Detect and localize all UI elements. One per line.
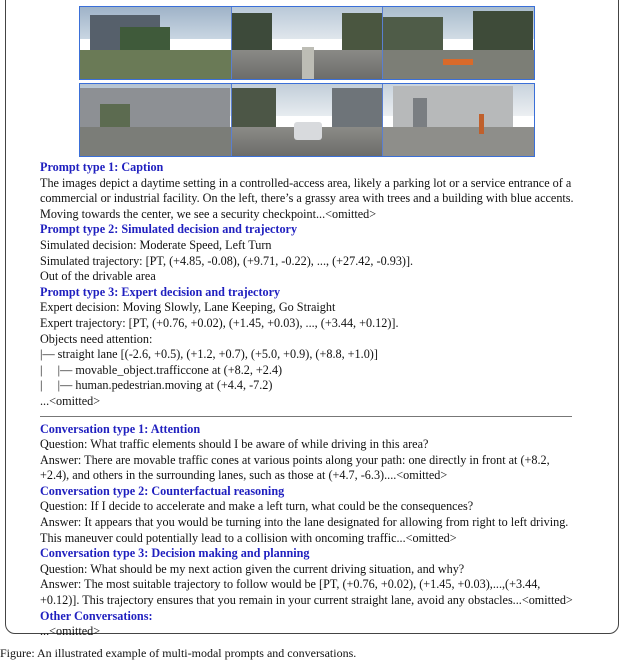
conversation-type-2-title: Conversation type 2: Counterfactual reasoning xyxy=(40,483,285,498)
conversation-line: +2.4), and others in the surrounding lanes, such as those at (+4.7, -6.3)....<omitted> xyxy=(40,468,448,483)
prompt-type-1-line: The images depict a daytime setting in a controlled-access area, likely a parking lot or a service entrance of a xyxy=(40,175,572,190)
camera-front-right xyxy=(383,7,534,79)
conversation-type-2 xyxy=(40,484,588,546)
section-divider xyxy=(40,416,572,417)
prompt-type-2-title: Prompt type 2: Simulated decision and trajectory xyxy=(40,222,298,237)
prompt-type-3-line: Expert trajectory: [PT, (+0.76, +0.02), (+1.45, +0.03), ..., (+3.44, +0.12)]. xyxy=(40,315,399,330)
camera-back xyxy=(232,84,384,156)
camera-back-left xyxy=(80,84,232,156)
prompt-type-1 xyxy=(40,160,588,222)
other-conversations-title: Other Conversations: xyxy=(40,608,153,623)
conversation-type-3 xyxy=(40,546,588,608)
prompt-type-3-line: Expert decision: Moving Slowly, Lane Keeping, Go Straight xyxy=(40,300,336,315)
prompt-type-1-title: Prompt type 1: Caption xyxy=(40,160,164,174)
prompt-type-3-line: | |— movable_object.trafficcone at (+8.2, +2.4) xyxy=(40,362,283,377)
prompt-type-3-line: Objects need attention: xyxy=(40,331,153,346)
prompt-type-2-line: Simulated trajectory: [PT, (+4.85, -0.08), (+9.71, -0.22), ..., (+27.42, -0.93)]. xyxy=(40,253,414,268)
conversation-line: Question: If I decide to accelerate and make a left turn, what could be the consequences? xyxy=(40,499,474,514)
prompt-type-1-line: Moving towards the center, we see a security checkpoint...<omitted> xyxy=(40,206,377,221)
conversation-line: Answer: There are movable traffic cones at various points along your path: one directly in front at (+8.2, xyxy=(40,452,550,467)
other-conversations xyxy=(40,609,588,640)
conversation-line: +0.12)]. This trajectory ensures that you remain in your current straight lane, avoid any obstacles...<omitted> xyxy=(40,593,573,608)
prompt-type-3-title: Prompt type 3: Expert decision and trajectory xyxy=(40,284,281,299)
camera-back-right xyxy=(383,84,534,156)
prompt-type-1-line: commercial or industrial facility. On the left, there’s a grassy area with trees and a building with blue accents. xyxy=(40,191,574,206)
prompt-type-2-line: Simulated decision: Moderate Speed, Left Turn xyxy=(40,237,272,252)
prompt-type-3 xyxy=(40,285,588,410)
conversation-line: Question: What traffic elements should I be aware of while driving in this area? xyxy=(40,437,429,452)
camera-images-front xyxy=(79,6,535,80)
camera-front xyxy=(232,7,384,79)
conversation-type-3-title: Conversation type 3: Decision making and planning xyxy=(40,546,310,561)
prompt-type-3-line: |— straight lane [(-2.6, +0.5), (+1.2, +0.7), (+5.0, +0.9), (+8.8, +1.0)] xyxy=(40,347,378,362)
camera-images-back xyxy=(79,83,535,157)
conversation-type-1-title: Conversation type 1: Attention xyxy=(40,421,201,436)
conversation-line: This maneuver could potentially lead to a collision with oncoming traffic...<omitted> xyxy=(40,530,457,545)
prompt-type-2 xyxy=(40,222,588,284)
prompt-type-2-line: Out of the drivable area xyxy=(40,269,156,284)
figure-caption: Figure: An illustrated example of multi-modal prompts and conversations. xyxy=(0,646,357,660)
prompt-conversation-text xyxy=(40,160,588,640)
conversation-line: ...<omitted> xyxy=(40,624,101,639)
conversation-line: Answer: The most suitable trajectory to follow would be [PT, (+0.76, +0.02), (+1.45, +0.03),...,(+3.44, xyxy=(40,577,541,592)
conversation-line: Question: What should be my next action given the current driving situation, and why? xyxy=(40,561,465,576)
prompt-type-3-line: ...<omitted> xyxy=(40,393,101,408)
camera-front-left xyxy=(80,7,232,79)
conversation-type-1 xyxy=(40,422,588,484)
prompt-type-3-line: | |— human.pedestrian.moving at (+4.4, -7.2) xyxy=(40,378,273,393)
conversation-line: Answer: It appears that you would be turning into the lane designated for allowing from right to left driving. xyxy=(40,515,569,530)
